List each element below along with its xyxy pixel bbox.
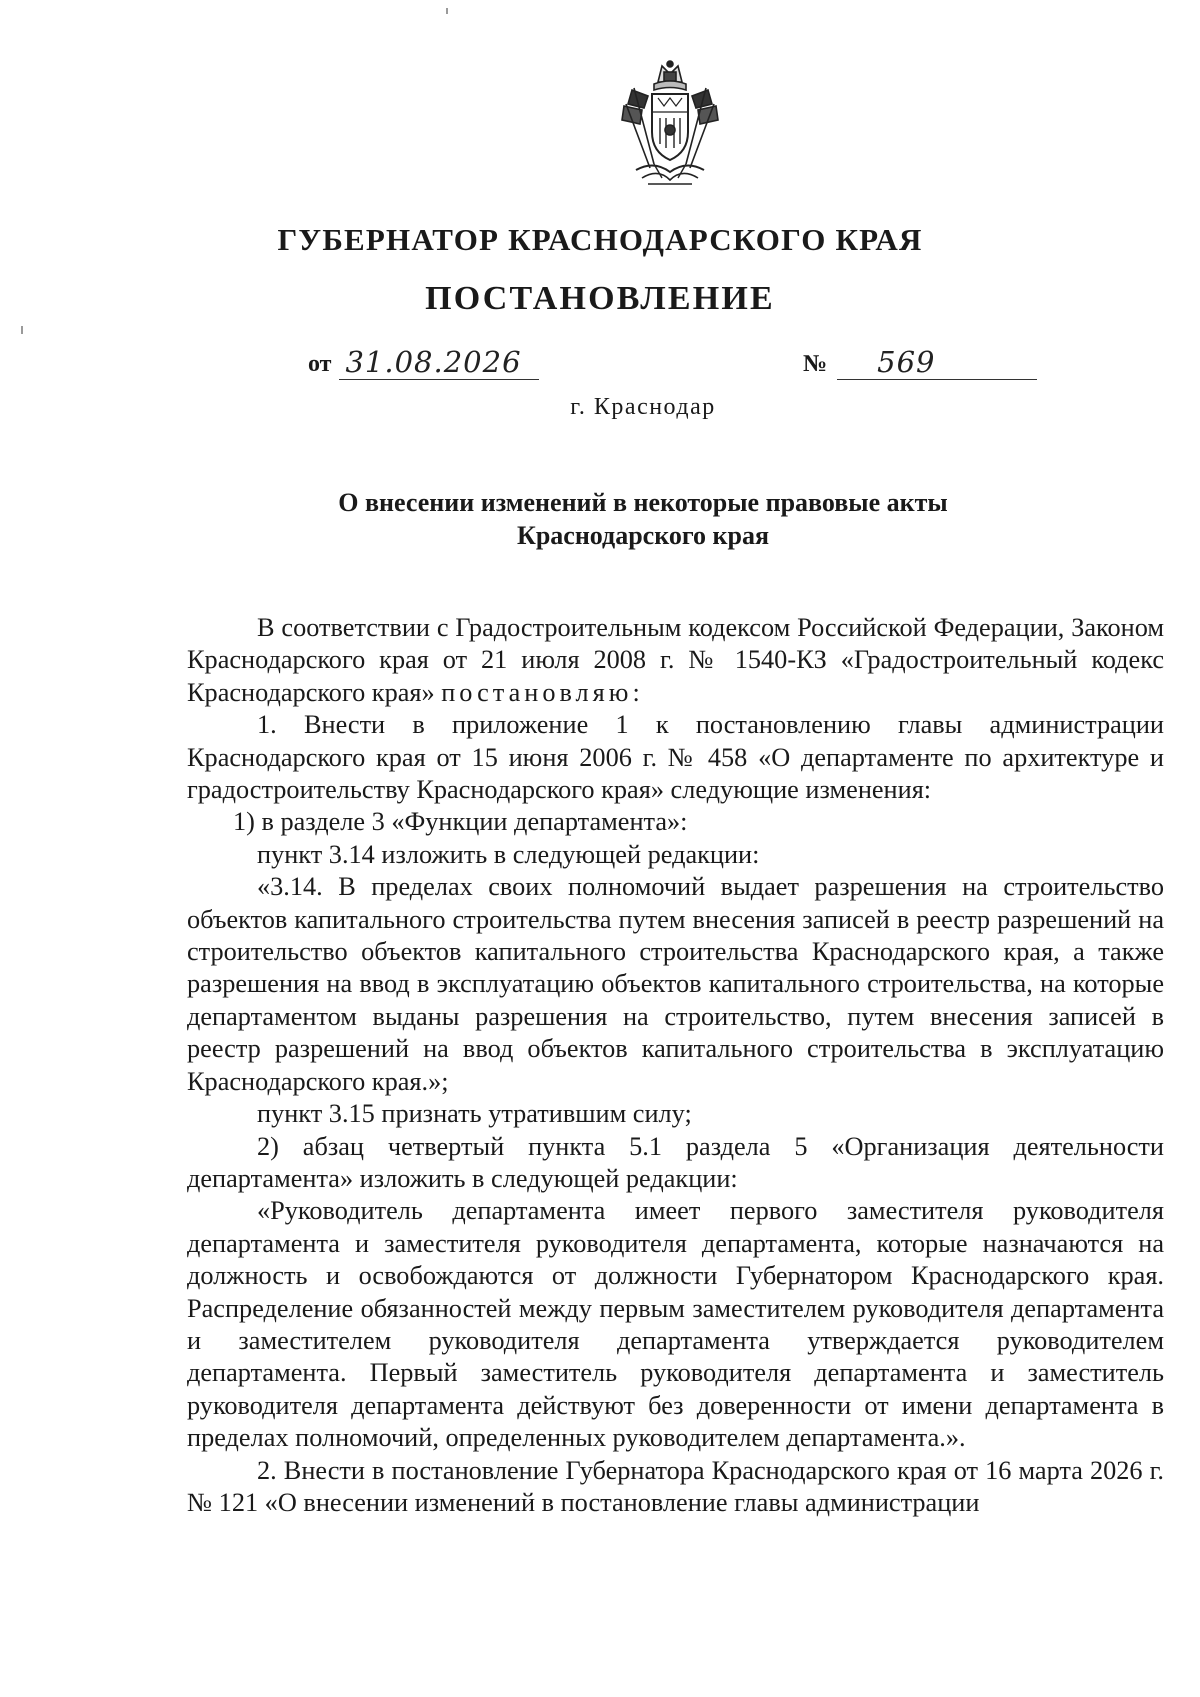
paragraph-item-1: 1. Внести в приложение 1 к постановлению главы администрации Краснодарского края от 15 июня 2006 г. № 458 «О департаменте по архитектуре и градостроительству Краснодарского края» следующие изменения: [187, 710, 1164, 805]
scan-mark-top [446, 8, 448, 14]
city: г. Краснодар [570, 394, 716, 420]
issuing-authority: ГУБЕРНАТОР КРАСНОДАРСКОГО КРАЯ [277, 222, 923, 257]
document-type: ПОСТАНОВЛЕНИЕ [425, 280, 775, 317]
paragraph-point-3-14: пункт 3.14 изложить в следующей редакции: [257, 839, 760, 869]
paragraph-point-3-14-text: «3.14. В пределах своих полномочий выдает разрешения на строительство объектов капитального строительства путем внесения записей в реестр разрешений на строительство объектов капитального строительства Краснодарского края, а также разрешения на ввод в эксплуатацию объектов капитального строительства, на которые департаментом выданы разрешения на строительство, путем внесения записей в реестр разрешений на ввод объектов капитального строительства в эксплуатацию Краснодарского края.»; [187, 872, 1164, 1096]
date-value: 31.08.2026 [345, 345, 522, 379]
scan-mark-left [21, 326, 23, 334]
preamble-tail: : [632, 677, 640, 707]
paragraph-point-3-15: пункт 3.15 признать утратившим силу; [257, 1099, 692, 1129]
paragraph-preamble [187, 612, 1164, 709]
document-number [803, 340, 1037, 380]
title-line-2: Краснодарского края [516, 521, 770, 550]
resolution-word: постановляю [441, 677, 633, 707]
date-field [339, 345, 539, 380]
paragraph-item-2: 2. Внести в постановление Губернатора Краснодарского края от 16 марта 2026 г. № 121 «О внесении изменений в постановление главы администрации [187, 1455, 1164, 1517]
date-label: от [308, 351, 332, 377]
coat-of-arms-icon [614, 60, 726, 190]
document-title [0, 486, 1200, 552]
document-body [187, 612, 1164, 1519]
paragraph-subitem-2-text: «Руководитель департамента имеет первого заместителя руководителя департамента и заместителя руководителя департамента, которые назначаются на должность и освобождаются от должности Губернатором Краснодарского края. Распределение обязанностей между первым заместителем руководителя департамента и заместителем руководителя департамента утверждается руководителем департамента. Первый заместитель руководителя департамента и заместитель руководителя департамента действуют без доверенности от имени департамента в пределах полномочий, определенных руководителем департамента.». [187, 1196, 1164, 1453]
preamble-text: В соответствии с Градостроительным кодексом Российской Федерации, Законом Краснодарского края от 21 июля 2008 г. № 1540-КЗ «Градостроительный кодекс Краснодарского края» [187, 613, 1164, 707]
title-line-1: О внесении изменений в некоторые правовые акты [338, 488, 948, 517]
number-value: 569 [877, 345, 936, 379]
paragraph-subitem-2: 2) абзац четвертый пункта 5.1 раздела 5 «Организация деятельности департамента» изложить в следующей редакции: [187, 1131, 1164, 1193]
number-label: № [803, 351, 828, 377]
number-field [837, 345, 1037, 380]
paragraph-subitem-1: 1) в разделе 3 «Функции департамента»: [233, 807, 688, 837]
document-date [308, 340, 539, 380]
